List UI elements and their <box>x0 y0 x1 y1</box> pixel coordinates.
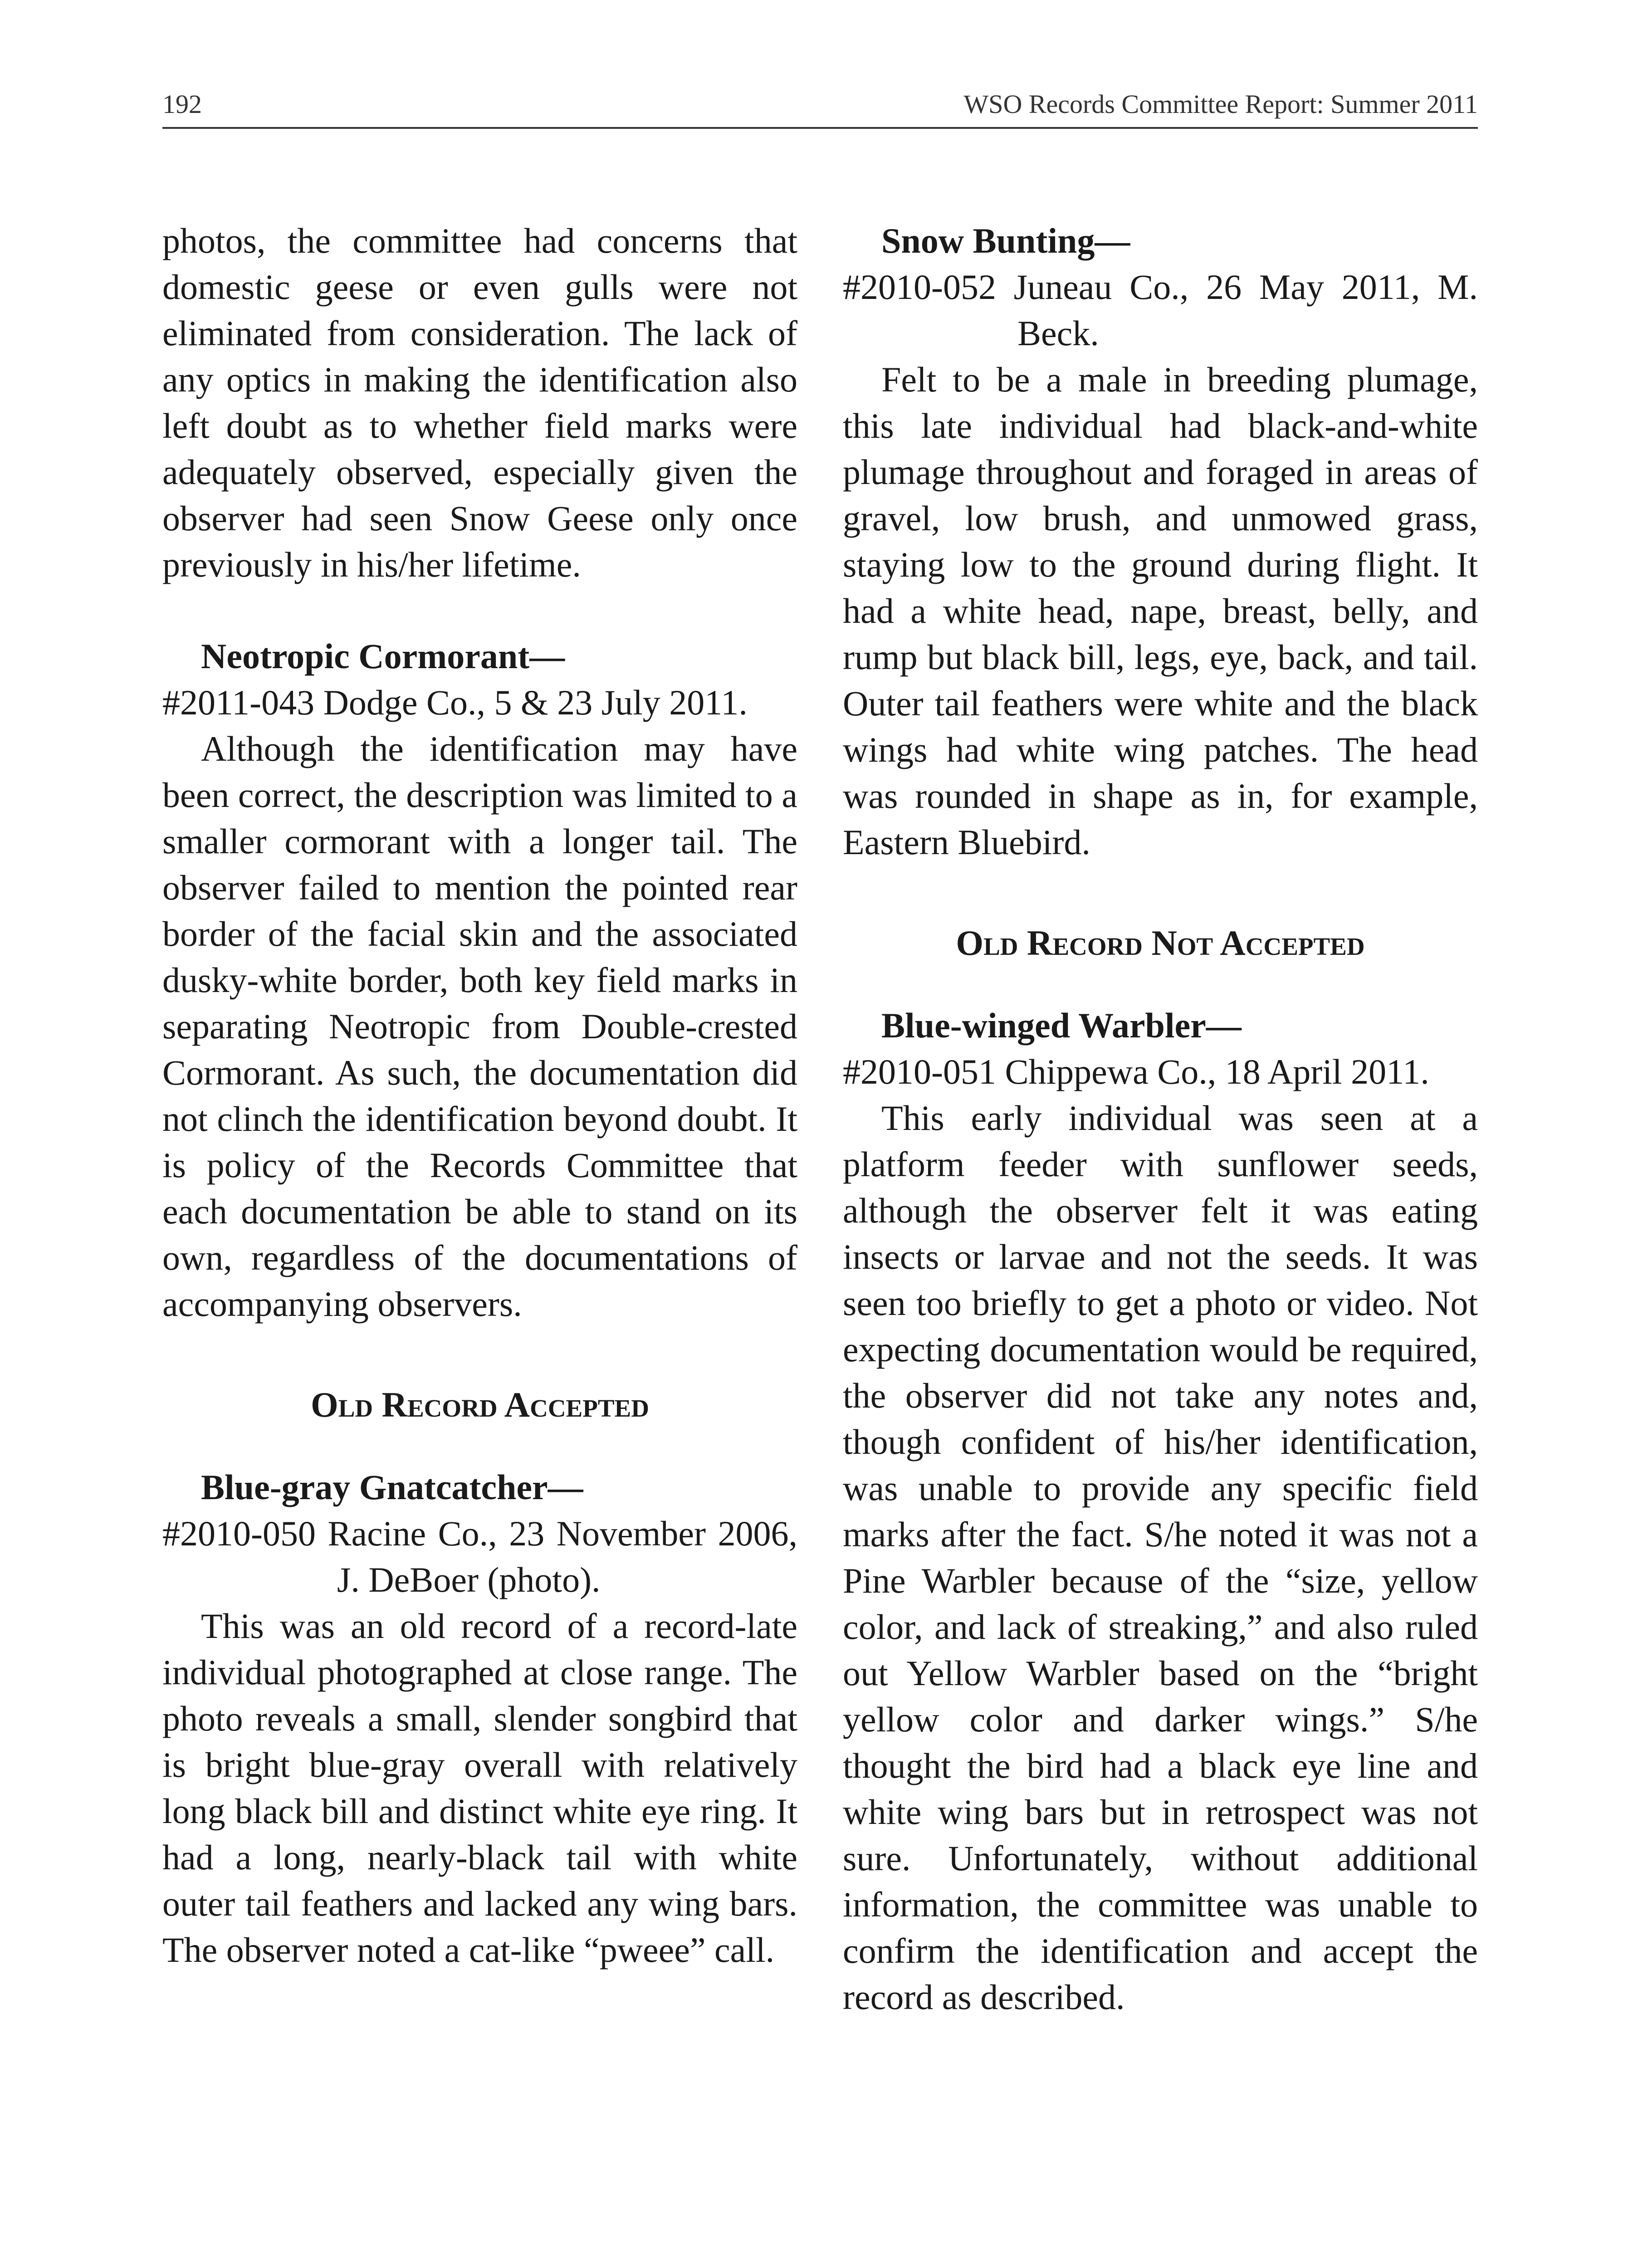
species-heading: Snow Bunting— <box>881 221 1130 260</box>
record-line: #2010-052 Juneau Co., 26 May 2011, M. Beck. <box>843 267 1478 353</box>
record-body: This early individual was seen at a platform feeder with sunflower seeds, although the observer felt it was eating insects or larvae and not the seeds. It was seen too briefly to get a photo or video. Not expecting documentation would be required, the observer did not take any notes and, though confident of his/her identification, was unable to provide any specific field marks after the fact. S/he noted it was not a Pine Warbler because of the “size, yellow color, and lack of streaking,” and also ruled out Yellow Warbler based on the “bright yellow color and darker wings.” S/he thought the bird had a black eye line and white wing bars but in retrospect was not sure. Unfortunately, without additional information, the committee was unable to confirm the identification and accept the record as described. <box>843 1098 1478 2017</box>
section-heading: Old Record Not Accepted <box>956 923 1365 963</box>
record-line: #2011-043 Dodge Co., 5 & 23 July 2011. <box>162 683 748 722</box>
continued-paragraph: photos, the committee had concerns that domestic geese or even gulls were not eliminated from consideration. The lack of any optics in making the identification also left doubt as to whether field marks were adequately observed, especially given the observer had seen Snow Geese only once previously in his/her lifetime. <box>162 221 797 584</box>
record-line: #2010-051 Chippewa Co., 18 April 2011. <box>843 1052 1429 1091</box>
species-heading: Blue-winged Warbler— <box>881 1006 1242 1045</box>
left-column <box>162 218 797 1973</box>
journal-title: WSO Records Committee Report: Summer 2011 <box>963 89 1478 119</box>
page-number: 192 <box>162 89 202 119</box>
right-column <box>843 218 1478 2020</box>
species-heading: Neotropic Cormorant— <box>201 636 565 676</box>
running-header <box>162 86 1478 129</box>
section-heading: Old Record Accepted <box>311 1385 649 1424</box>
record-body: Felt to be a male in breeding plumage, this late individual had black-and-white plumage throughout and foraged in areas of gravel, low brush, and unmowed grass, staying low to the ground during flight. It had a white head, nape, breast, belly, and rump but black bill, legs, eye, back, and tail. Outer tail feathers were white and the black wings had white wing patches. The head was rounded in shape as in, for example, Eastern Bluebird. <box>843 360 1478 862</box>
record-body: Although the identification may have been correct, the description was limited to a smaller cormorant with a longer tail. The observer failed to mention the pointed rear border of the facial skin and the associated dusky-white border, both key field marks in separating Neotropic from Double-crested Cormorant. As such, the documentation did not clinch the identification beyond doubt. It is policy of the Records Committee that each documentation be able to stand on its own, regardless of the documentations of accompanying observers. <box>162 729 797 1324</box>
species-heading: Blue-gray Gnatcatcher— <box>201 1467 583 1507</box>
record-line: #2010-050 Racine Co., 23 November 2006, J. DeBoer (photo). <box>162 1514 797 1599</box>
record-body: This was an old record of a record-late individual photographed at close range. The photo reveals a small, slender songbird that is bright blue-gray overall with relatively long black bill and distinct white eye ring. It had a long, nearly-black tail with white outer tail feathers and lacked any wing bars. The observer noted a cat-like “pweee” call. <box>162 1606 797 1970</box>
